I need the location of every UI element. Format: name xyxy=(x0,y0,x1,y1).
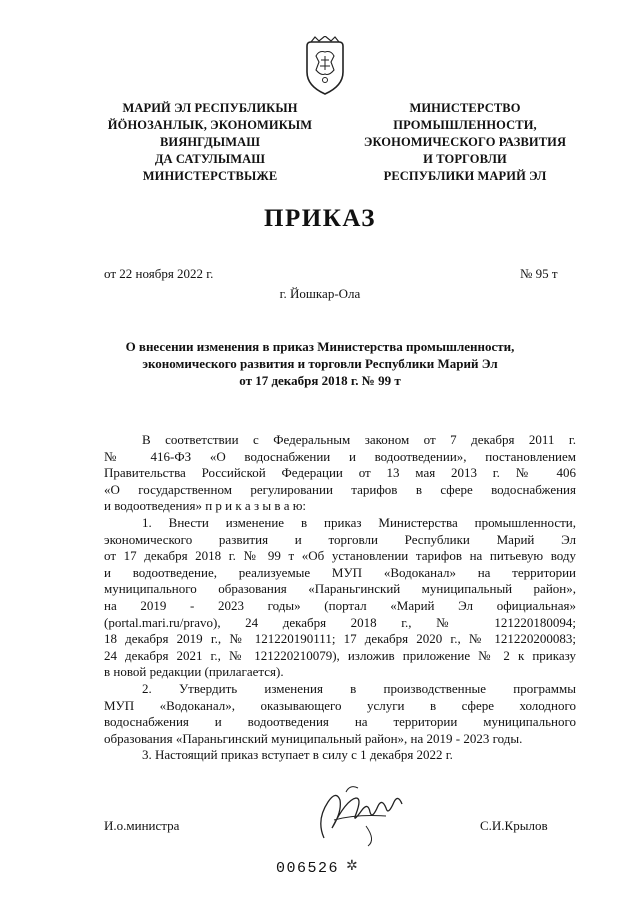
header-left-block xyxy=(96,100,324,185)
body-line: 3. Настоящий приказ вступает в силу с 1 декабря 2022 г. xyxy=(142,747,453,763)
header-right-line: РЕСПУБЛИКИ МАРИЙ ЭЛ xyxy=(383,169,547,183)
signatory-position: И.о.министра xyxy=(104,818,180,833)
asterisk-ornament-icon: ✲ xyxy=(346,859,358,874)
body-line: на 2019 - 2023 годы» (портал «Марий Эл официальная» xyxy=(104,597,576,613)
header-left-line: МАРИЙ ЭЛ РЕСПУБЛИКЫН xyxy=(122,101,298,115)
body-line: (portal.mari.ru/pravo), 24 декабря 2018 г., № 121220180094; xyxy=(104,614,576,630)
body-line: «О государственном регулировании тарифов в сфере водоснабжения xyxy=(104,481,576,497)
subject-line: О внесении изменения в приказ Министерства промышленности, xyxy=(125,339,515,354)
document-body xyxy=(104,432,576,764)
body-line: 1. Внести изменение в приказ Министерства промышленности, xyxy=(142,514,576,530)
subject-line: экономического развития и торговли Республики Марий Эл xyxy=(142,356,498,371)
body-line: 24 декабря 2021 г., № 121220210079), изложив приложение № 2 к приказу xyxy=(104,647,576,663)
header-right-line: ЭКОНОМИЧЕСКОГО РАЗВИТИЯ xyxy=(363,135,567,149)
body-line: образования «Параньгинский муниципальный район», на 2019 - 2023 годы. xyxy=(104,730,523,746)
body-line: и водоотведение, реализуемые МУП «Водоканал» на территории xyxy=(104,564,576,580)
body-line: Правительства Российской Федерации от 13 мая 2013 г. № 406 xyxy=(104,465,576,481)
subject-line: от 17 декабря 2018 г. № 99 т xyxy=(239,373,401,388)
body-line: и водоотведения» п р и к а з ы в а ю: xyxy=(104,498,307,514)
header-right-line: И ТОРГОВЛИ xyxy=(423,152,507,166)
body-line: МУП «Водоканал», оказывающего услуги в сфере холодного xyxy=(104,697,576,713)
header-right-block xyxy=(350,100,580,185)
header-left-line: ДА САТУЛЫМАШ xyxy=(154,152,266,166)
body-line: № 416-ФЗ «О водоснабжении и водоотведении», постановлением xyxy=(104,448,576,464)
document-number: № 95 т xyxy=(520,266,558,281)
document-subject xyxy=(110,338,530,389)
handwritten-signature xyxy=(306,780,416,850)
body-line: в новой редакции (прилагается). xyxy=(104,664,284,680)
body-line: от 17 декабря 2018 г. № 99 т «Об установлении тарифов на питьевую воду xyxy=(104,548,576,564)
header-left-line: ВИЯНГДЫМАШ xyxy=(159,135,261,149)
body-line: муниципального образования «Параньгинский муниципальный район», xyxy=(104,581,576,597)
body-line: В соответствии с Федеральным законом от 7 декабря 2011 г. xyxy=(142,432,576,447)
coat-of-arms-icon xyxy=(301,36,349,96)
header-left-line: МИНИСТЕРСТВЫЖЕ xyxy=(142,169,278,183)
header-right-line: МИНИСТЕРСТВО xyxy=(409,101,521,115)
body-line: 2. Утвердить изменения в производственные программы xyxy=(142,680,576,696)
body-line: водоснабжения и водоотведения на территории муниципального xyxy=(104,714,576,730)
serial-number: 006526 xyxy=(276,860,340,877)
header-right-line: ПРОМЫШЛЕННОСТИ, xyxy=(393,118,537,132)
document-date: от 22 ноября 2022 г. xyxy=(104,266,214,281)
signatory-name: С.И.Крылов xyxy=(480,818,548,833)
body-line: экономического развития и торговли Республики Марий Эл xyxy=(104,531,576,547)
document-title: ПРИКАЗ xyxy=(264,205,376,232)
document-city: г. Йошкар-Ола xyxy=(279,286,361,301)
header-left-line: ЙӦНОЗАНЛЫК, ЭКОНОМИКЫМ xyxy=(107,118,313,132)
body-line: 18 декабря 2019 г., № 121220190111; 17 декабря 2020 г., № 121220200083; xyxy=(104,631,576,647)
